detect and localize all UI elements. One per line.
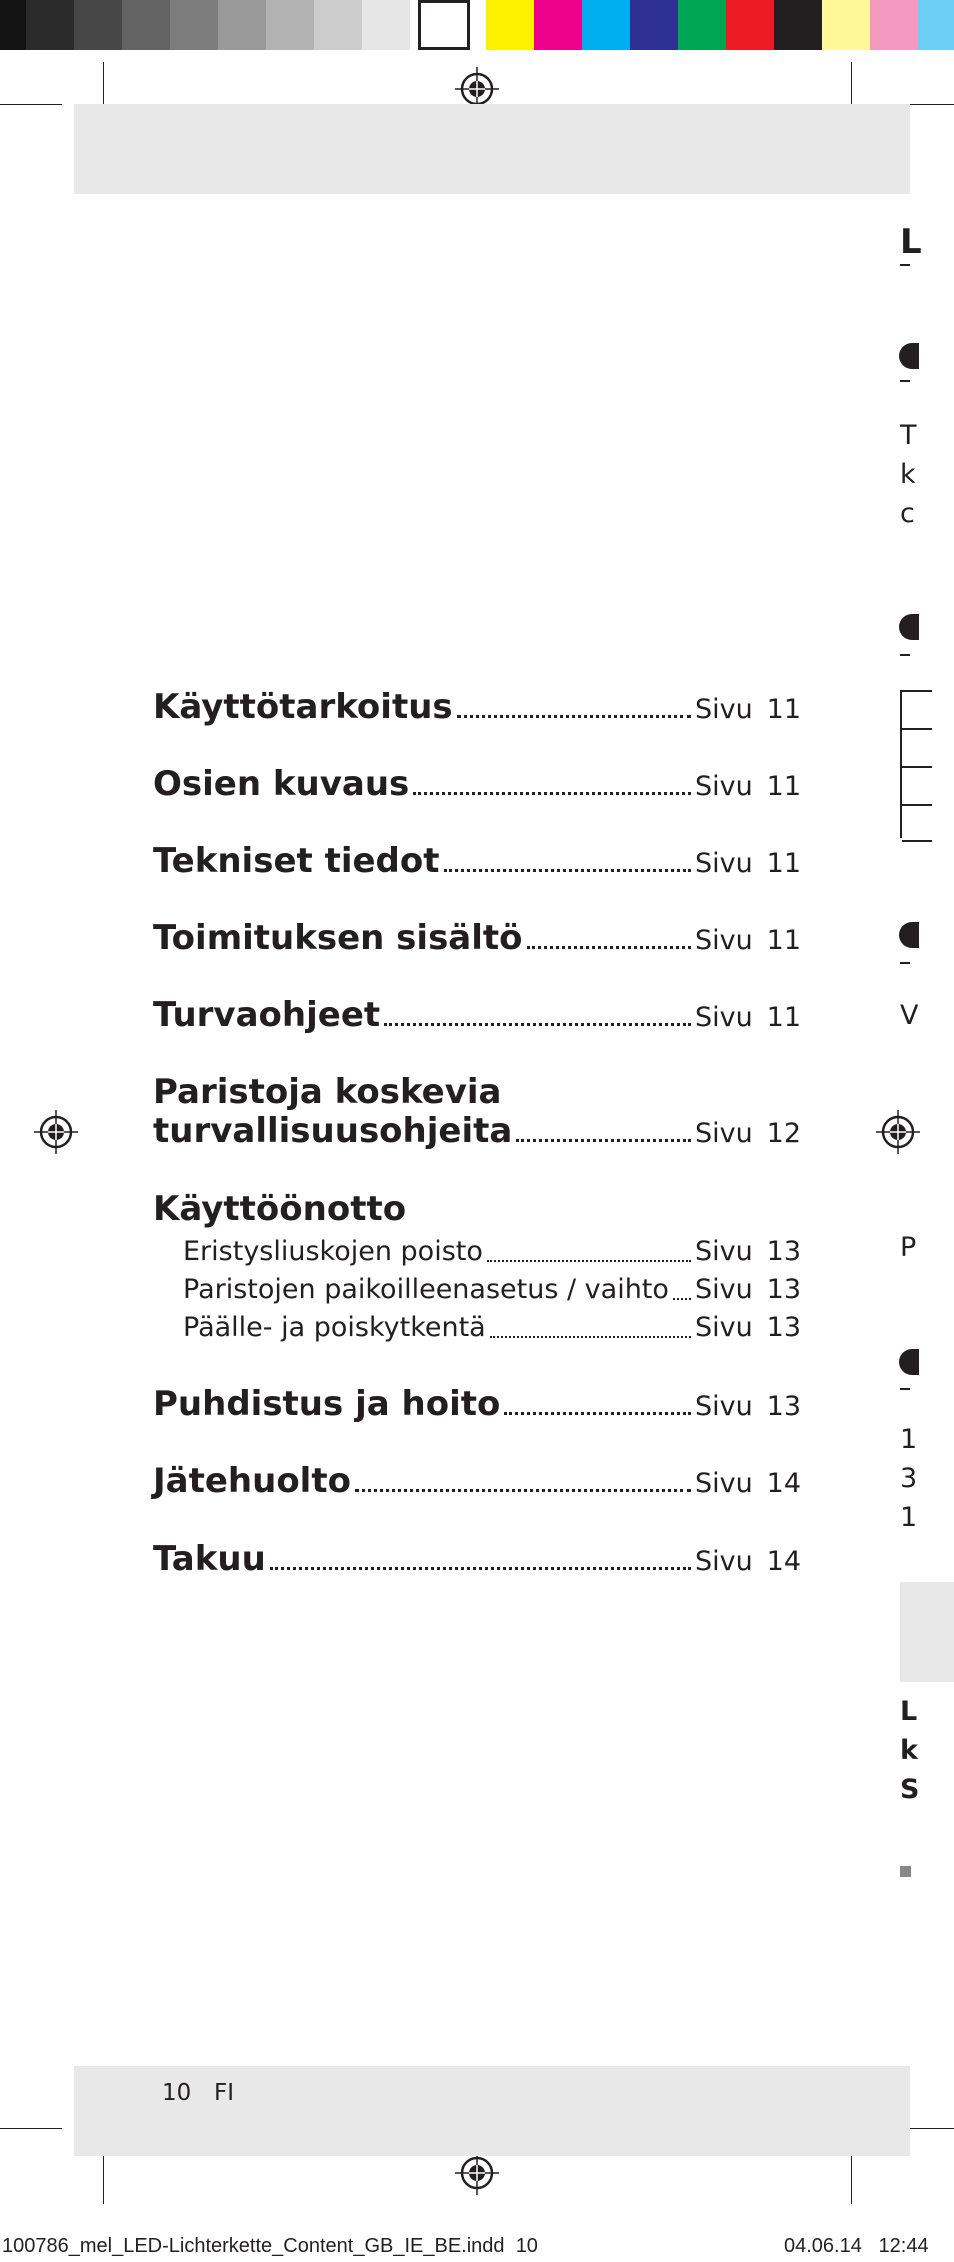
toc-entry[interactable]	[153, 688, 801, 726]
edge-bullet	[899, 614, 919, 640]
color-swatch	[630, 0, 678, 50]
toc-page-ref	[695, 1274, 801, 1306]
toc-page-label: Sivu	[695, 1391, 753, 1422]
color-swatch	[822, 0, 870, 50]
toc-page-number: 14	[766, 1468, 801, 1499]
toc-entry-title: Jätehuolto	[153, 1461, 351, 1501]
toc-page-ref	[695, 1391, 801, 1423]
toc-entry-title: Osien kuvaus	[153, 764, 410, 804]
registration-mark-icon	[34, 1110, 78, 1154]
edge-rule	[900, 1388, 910, 1390]
color-swatch	[774, 0, 822, 50]
toc-page-label: Sivu	[695, 1274, 753, 1305]
toc-page-ref	[695, 1236, 801, 1268]
toc-section-heading[interactable]: Käyttöönotto	[153, 1189, 407, 1229]
toc-page-number: 11	[766, 925, 801, 956]
toc-page-ref	[695, 1312, 801, 1344]
toc-page-ref	[695, 925, 801, 957]
edge-bullet	[899, 1349, 919, 1375]
toc-leader-dots	[444, 869, 691, 872]
gray-swatch	[266, 0, 314, 50]
edge-fragment: L	[900, 222, 922, 262]
gray-swatch	[314, 0, 362, 50]
toc-leader-dots	[673, 1298, 691, 1300]
toc-entry[interactable]	[153, 1112, 801, 1150]
toc-page-number: 11	[766, 1002, 801, 1033]
color-swatch	[534, 0, 582, 50]
slug-file-name	[2, 2234, 538, 2258]
slug-date: 04.06.14	[784, 2235, 862, 2257]
gray-swatch	[362, 0, 410, 50]
toc-page-label: Sivu	[695, 848, 753, 879]
edge-rule	[900, 380, 910, 382]
toc-page-number: 13	[766, 1312, 801, 1343]
color-swatch	[726, 0, 774, 50]
toc-leader-dots	[487, 1260, 691, 1262]
toc-page-number: 13	[766, 1274, 801, 1305]
toc-page-ref	[695, 848, 801, 880]
toc-page-number: 11	[766, 694, 801, 725]
toc-page-label: Sivu	[695, 1236, 753, 1267]
toc-page-label: Sivu	[695, 694, 753, 725]
slug-file: 100786_mel_LED-Lichterkette_Content_GB_IE_BE.indd	[2, 2235, 505, 2257]
color-swatch	[678, 0, 726, 50]
toc-entry-title-line1[interactable]: Paristoja koskevia	[153, 1072, 502, 1112]
toc-subentry[interactable]	[183, 1312, 801, 1344]
toc-entry[interactable]	[153, 842, 801, 880]
edge-fragment: P	[900, 1232, 917, 1263]
toc-leader-dots	[270, 1567, 691, 1570]
page-number: 10	[162, 2080, 192, 2106]
gray-swatch	[218, 0, 266, 50]
edge-square-bullet	[900, 1866, 911, 1877]
toc-leader-dots	[355, 1489, 691, 1492]
toc-entry-title: turvallisuusohjeita	[153, 1111, 513, 1151]
gray-swatch	[170, 0, 218, 50]
toc-leader-dots	[457, 715, 691, 718]
toc-page-label: Sivu	[695, 1118, 753, 1149]
toc-page-number: 14	[766, 1546, 801, 1577]
toc-page-number: 12	[766, 1118, 801, 1149]
gray-swatch	[418, 0, 470, 50]
toc-leader-dots	[490, 1336, 691, 1338]
edge-rule	[900, 264, 910, 266]
toc-entry[interactable]	[153, 1540, 801, 1578]
footer-band	[74, 2066, 910, 2156]
toc-page-label: Sivu	[695, 1002, 753, 1033]
toc-page-number: 11	[766, 848, 801, 879]
toc-entry[interactable]	[153, 919, 801, 957]
toc-page-label: Sivu	[695, 925, 753, 956]
toc-page-ref	[695, 771, 801, 803]
gray-swatch	[122, 0, 170, 50]
edge-fragment: c	[900, 498, 915, 529]
toc-page-ref	[695, 1002, 801, 1034]
toc-leader-dots	[527, 946, 691, 949]
toc-page-label: Sivu	[695, 771, 753, 802]
toc-page-ref	[695, 694, 801, 726]
edge-table	[900, 690, 932, 838]
edge-fragment: T	[900, 420, 917, 451]
toc-entry-title: Käyttötarkoitus	[153, 687, 453, 727]
toc-leader-dots	[384, 1023, 691, 1026]
edge-bullet	[899, 922, 919, 948]
edge-bullet	[899, 343, 919, 369]
edge-fragment: k	[900, 1735, 918, 1766]
toc-entry[interactable]	[153, 765, 801, 803]
toc-entry-title: Päälle- ja poiskytkentä	[183, 1312, 486, 1343]
color-swatch	[918, 0, 954, 50]
header-band	[74, 104, 910, 194]
toc-leader-dots	[413, 792, 691, 795]
toc-entry-title: Turvaohjeet	[153, 995, 381, 1035]
gray-swatch	[74, 0, 122, 50]
toc-entry-title: Eristysliuskojen poisto	[183, 1236, 483, 1267]
slug-timestamp	[784, 2234, 929, 2258]
edge-gray-box	[900, 1582, 954, 1682]
registration-mark-icon	[455, 2151, 499, 2195]
edge-fragment: 1	[900, 1502, 918, 1533]
toc-entry-title: Toimituksen sisältö	[153, 918, 523, 958]
edge-rule	[900, 962, 910, 964]
toc-page-label: Sivu	[695, 1546, 753, 1577]
gray-swatch	[0, 0, 26, 50]
edge-fragment: k	[900, 459, 916, 490]
toc-entry-title: Takuu	[153, 1539, 266, 1579]
color-swatch	[486, 0, 534, 50]
color-swatch	[582, 0, 630, 50]
toc-subentry[interactable]	[183, 1274, 801, 1306]
toc-subentry[interactable]	[183, 1236, 801, 1268]
toc-entry-title: Paristojen paikoilleenasetus / vaihto	[183, 1274, 669, 1305]
toc-page-ref	[695, 1468, 801, 1500]
edge-fragment: L	[900, 1696, 918, 1727]
toc-page-number: 11	[766, 771, 801, 802]
toc-leader-dots	[504, 1412, 691, 1415]
toc-page-number: 13	[766, 1236, 801, 1267]
toc-page-label: Sivu	[695, 1468, 753, 1499]
toc-page-ref	[695, 1118, 801, 1150]
toc-entry[interactable]	[153, 1462, 801, 1500]
color-swatch	[870, 0, 918, 50]
edge-rule	[900, 654, 910, 656]
toc-entry[interactable]	[153, 996, 801, 1034]
edge-fragment: V	[900, 1000, 919, 1031]
toc-entry[interactable]	[153, 1385, 801, 1423]
gray-swatch	[26, 0, 74, 50]
toc-page-number: 13	[766, 1391, 801, 1422]
registration-mark-icon	[876, 1110, 920, 1154]
edge-fragment: 1	[900, 1424, 918, 1455]
toc-page-ref	[695, 1546, 801, 1578]
toc-entry-title: Tekniset tiedot	[153, 841, 440, 881]
edge-fragment: S	[900, 1774, 920, 1805]
toc-page-label: Sivu	[695, 1312, 753, 1343]
toc-leader-dots	[516, 1139, 691, 1142]
edge-fragment: 3	[900, 1463, 918, 1494]
slug-time: 12:44	[878, 2235, 929, 2257]
slug-file-page: 10	[515, 2235, 538, 2257]
toc-entry-title: Puhdistus ja hoito	[153, 1384, 501, 1424]
language-code: FI	[214, 2080, 235, 2106]
